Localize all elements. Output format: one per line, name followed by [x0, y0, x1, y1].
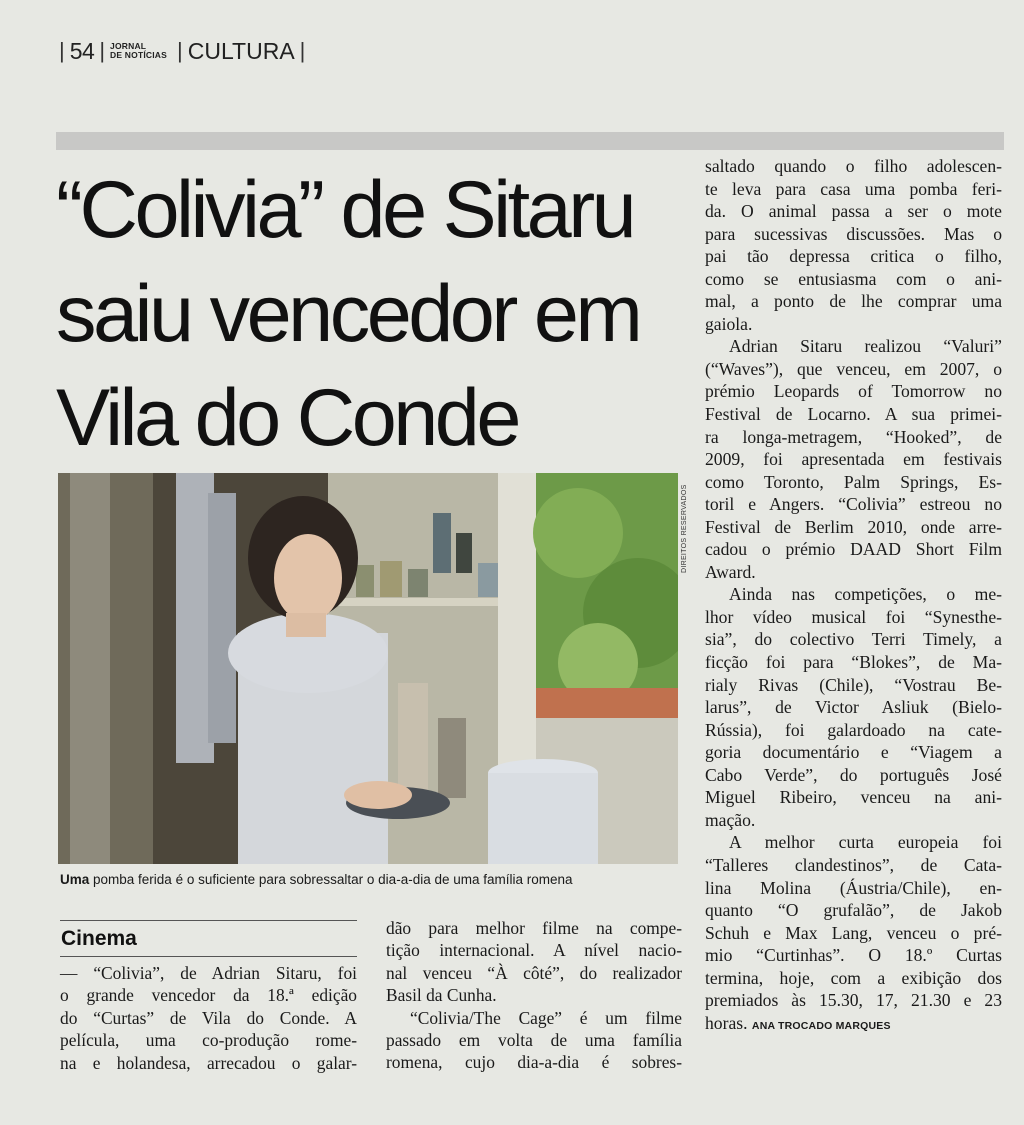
text-line: Adrian Sitaru realizou “Valuri” [729, 336, 1002, 357]
photo-caption [60, 872, 700, 887]
folio-divider: | [299, 38, 306, 63]
page-number: 54 [69, 37, 95, 64]
text-line: pai tão depressa critica o filho, [705, 246, 1002, 267]
folio-divider: | [177, 38, 183, 63]
text-line: rialy Rivas (Chile), “Vostrau Be- [705, 674, 1002, 695]
caption-lead: Uma [60, 872, 90, 887]
body-column-1 [60, 962, 357, 1074]
text-line: cadou o prémio DAAD Short Film [705, 539, 1002, 560]
text-line: na e holandesa, arrecadou o galar- [60, 1052, 357, 1073]
text-line: premiados às 15.30, 17, 21.30 e 23 [705, 990, 1002, 1011]
text-line: sia”, do colectivo Terri Timely, a [705, 629, 1002, 650]
text-line: nal venceu “À côté”, do realizador [386, 962, 682, 983]
text-line: ficção foi para “Blokes”, de Ma- [705, 652, 1002, 673]
page-folio [54, 36, 310, 66]
text-line: goria documentário e “Viagem a [705, 742, 1002, 763]
text-line: Basil da Cunha. [386, 985, 497, 1006]
folio-divider: | [59, 38, 65, 63]
text-line: como se entusiasma com o ani- [705, 268, 1002, 289]
photo-illustration [58, 473, 678, 864]
text-line: do “Curtas” de Vila do Conde. A [60, 1007, 357, 1028]
section-kicker: Cinema [61, 927, 137, 950]
text-line: dão para melhor filme na compe- [386, 918, 682, 938]
text-line: “Colivia/The Cage” é um filme [410, 1007, 682, 1028]
text-line: toril e Angers. “Colivia” estreou no [705, 494, 1002, 515]
text-line: lina Molina (Áustria/Chile), en- [705, 877, 1002, 898]
newspaper-logo [110, 42, 172, 60]
text-line: larus”, de Victor Asliuk (Bielo- [705, 697, 1002, 718]
section-name: CULTURA [187, 37, 295, 64]
kicker-rule-bottom [60, 956, 357, 957]
byline: ANA TROCADO MARQUES [751, 1019, 891, 1032]
article-headline: “Colivia” de Sitaru saiu vencedor em Vila do Conde [56, 165, 640, 463]
header-band [56, 132, 1004, 150]
text-line: gaiola. [705, 313, 753, 334]
folio-divider: | [99, 38, 106, 63]
caption-text: pomba ferida é o suficiente para sobressaltar o dia-a-dia de uma família romena [89, 872, 573, 887]
text-line: Cabo Verde”, do português José [705, 764, 1002, 785]
text-line: Schuh e Max Lang, venceu o pré- [705, 922, 1002, 943]
text-line: Festival de Locarno. A sua primei- [705, 404, 1002, 425]
newspaper-logo-line2: DE NOTÍCIAS [110, 50, 168, 60]
text-line: lhor vídeo musical foi “Synesthe- [705, 606, 1002, 627]
text-line: romena, cujo dia-a-dia é sobres- [386, 1052, 682, 1073]
text-line: termina, hoje, com a exibição dos [705, 967, 1002, 988]
text-line: 2009, foi apresentada em festivais [705, 449, 1002, 470]
text-line: Miguel Ribeiro, venceu na ani- [705, 787, 1002, 808]
text-line: passado em volta de uma família [386, 1030, 682, 1051]
text-line: mal, a ponto de lhe comprar uma [705, 291, 1002, 312]
text-line: prémio Leopards of Tomorrow no [705, 381, 1002, 402]
newspaper-logo-line1: JORNAL [110, 41, 147, 51]
text-line: (“Waves”), que venceu, em 2007, o [705, 358, 1002, 379]
text-line: saltado quando o filho adolescen- [705, 156, 1002, 176]
text-line: — “Colivia”, de Adrian Sitaru, foi [60, 963, 357, 983]
text-line: Award. [705, 561, 756, 582]
text-line: A melhor curta europeia foi [729, 832, 1002, 853]
text-line: Rússia), foi galardoado na cate- [705, 719, 1002, 740]
text-line: mio “Curtinhas”. O 18.º Curtas [705, 945, 1002, 966]
text-line: o grande vencedor da 18.ª edição [60, 985, 357, 1006]
text-line: para sucessivas discussões. Mas o [705, 223, 1002, 244]
last-text-line [705, 1012, 1002, 1038]
article-photo [58, 473, 678, 864]
text-line: película, uma co-produção rome- [60, 1030, 357, 1051]
kicker-rule-top [60, 920, 357, 921]
text-line: Ainda nas competições, o me- [729, 584, 1002, 605]
text-line: ra longa-metragem, “Hooked”, de [705, 426, 1002, 447]
body-column-3 [705, 155, 1002, 1037]
text-line: “Talleres clandestinos”, de Cata- [705, 854, 1002, 875]
body-column-2 [386, 917, 682, 1074]
text-line: Festival de Berlim 2010, onde arre- [705, 516, 1002, 537]
text-line: quanto “O grufalão”, de Jakob [705, 900, 1002, 921]
text-line: te leva para casa uma pomba feri- [705, 178, 1002, 199]
text-line: como Toronto, Palm Springs, Es- [705, 471, 1002, 492]
text-line: da. O animal passa a ser o mote [705, 201, 1002, 222]
text-line: tição internacional. A nível nacio- [386, 940, 682, 961]
text-line: mação. [705, 809, 756, 830]
text-line: horas. [705, 1012, 748, 1033]
photo-credit: DIREITOS RESERVADOS [681, 484, 688, 573]
